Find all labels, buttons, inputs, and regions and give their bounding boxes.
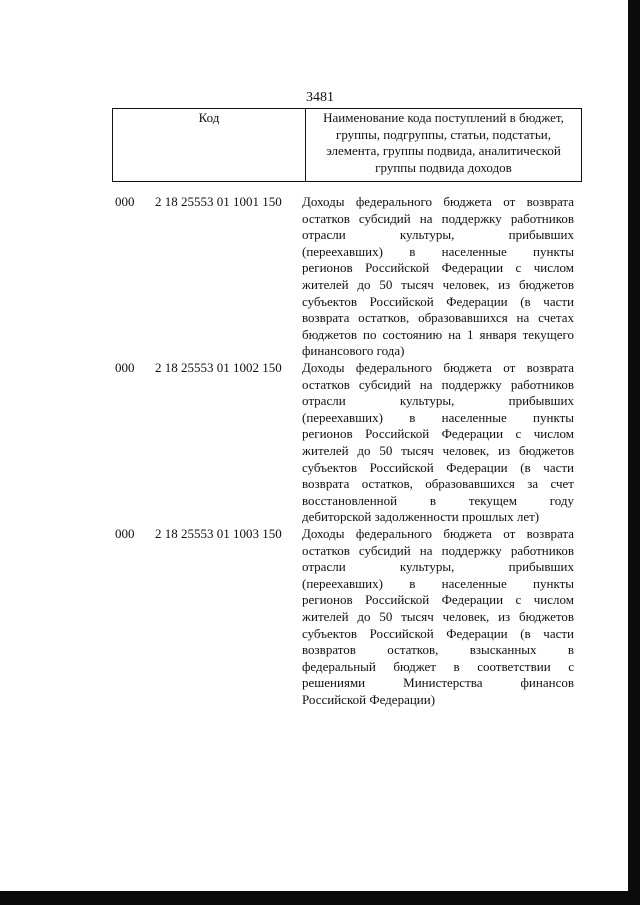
description-line: восстановленной в текущем году [302,492,574,508]
income-description [302,526,574,709]
description-line: федеральный бюджет в соответствии с [302,658,574,674]
description-line: отрасли культуры, прибывших [302,393,574,409]
description-line: финансового года) [302,343,405,359]
description-line: субъектов Российской Федерации (в части [302,459,574,475]
header-name-cell: Наименование кода поступлений в бюджет, группы, подгруппы, статьи, подстатьи, элемента, группы подвида, аналитической группы подвида доходов [306,109,582,182]
description-line: субъектов Российской Федерации (в части [302,293,574,309]
scan-edge-right [628,0,640,905]
description-line: регионов Российской Федерации с числом [302,260,574,276]
description-line: жителей до 50 тысяч человек, из бюджетов [302,608,574,624]
description-line: отрасли культуры, прибывших [302,559,574,575]
income-description [302,194,574,360]
scan-edge-bottom [0,891,640,905]
description-line: (переехавших) в населенные пункты [302,243,574,259]
description-line: дебиторской задолженности прошлых лет) [302,509,540,525]
description-line: Российской Федерации) [302,691,436,707]
description-line: (переехавших) в населенные пункты [302,409,574,425]
income-code: 2 18 25553 01 1003 150 [155,526,282,541]
description-line: возвратов остатков, взысканных в [302,642,574,658]
description-line: Доходы федерального бюджета от возврата [302,360,574,375]
description-line: (переехавших) в населенные пункты [302,575,574,591]
description-line: остатков субсидий на поддержку работников [302,542,574,558]
description-line: возврата остатков, образовавшихся за счет [302,476,574,492]
description-line: регионов Российской Федерации с числом [302,592,574,608]
description-line: жителей до 50 тысяч человек, из бюджетов [302,276,574,292]
header-row [113,109,582,182]
description-line: регионов Российской Федерации с числом [302,426,574,442]
description-line: отрасли культуры, прибывших [302,227,574,243]
income-code: 2 18 25553 01 1001 150 [155,194,282,209]
description-line: остатков субсидий на поддержку работников [302,376,574,392]
admin-code: 000 [115,194,135,209]
description-line: решениями Министерства финансов [302,675,574,691]
description-line: возврата остатков, образовавшихся на счетах [302,310,574,326]
admin-code: 000 [115,360,135,375]
description-line: Доходы федерального бюджета от возврата [302,194,574,209]
income-code: 2 18 25553 01 1002 150 [155,360,282,375]
description-line: бюджетов по состоянию на 1 января текущего [302,326,574,342]
description-line: остатков субсидий на поддержку работников [302,210,574,226]
description-line: Доходы федерального бюджета от возврата [302,526,574,541]
income-description [302,360,574,526]
header-table [112,108,582,182]
description-line: субъектов Российской Федерации (в части [302,625,574,641]
description-line: жителей до 50 тысяч человек, из бюджетов [302,442,574,458]
admin-code: 000 [115,526,135,541]
page-number: 3481 [306,90,334,105]
header-code-cell: Код [113,109,306,182]
